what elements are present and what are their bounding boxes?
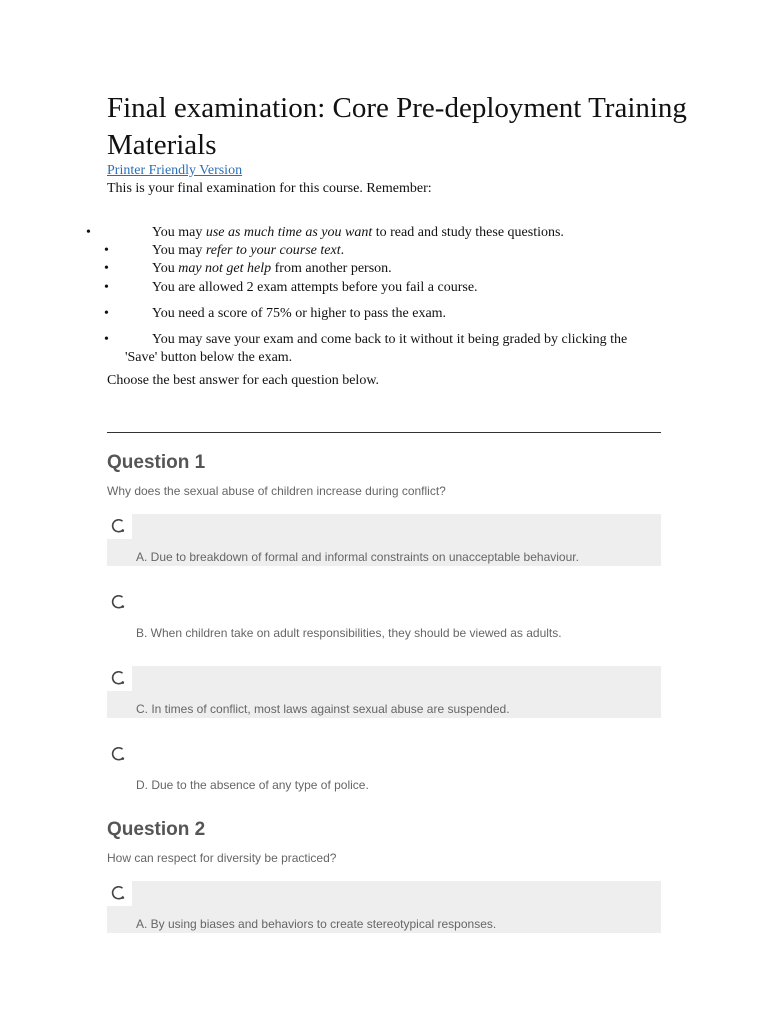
bullet-icon: • xyxy=(104,243,109,258)
radio-icon xyxy=(110,746,126,762)
rule-text: 'Save' button below the exam. xyxy=(125,350,293,365)
rule-text: You may xyxy=(152,243,206,258)
rule-item-time xyxy=(0,224,768,242)
answer-text: B. When children take on adult responsibilities, they should be viewed as adults. xyxy=(136,626,562,640)
rule-text: You may xyxy=(152,225,206,240)
rule-text: . xyxy=(340,243,345,258)
radio-icon xyxy=(110,885,126,901)
bullet-icon: • xyxy=(104,332,109,347)
rule-item-no-help xyxy=(0,260,768,278)
instruction-text: Choose the best answer for each question below. xyxy=(107,373,380,388)
bullet-icon: • xyxy=(86,225,91,240)
answer-option[interactable] xyxy=(107,666,661,718)
radio-button[interactable] xyxy=(107,742,132,767)
printer-friendly-link[interactable]: Printer Friendly Version xyxy=(107,163,243,178)
rule-item-score xyxy=(0,305,768,323)
rule-text: You xyxy=(152,261,179,276)
radio-button[interactable] xyxy=(107,514,132,539)
bullet-icon: • xyxy=(104,261,109,276)
answer-text: C. In times of conflict, most laws against sexual abuse are suspended. xyxy=(136,702,510,716)
answer-option[interactable] xyxy=(107,590,661,642)
radio-icon xyxy=(110,670,126,686)
page-title: Final examination: Core Pre-deployment Training Materials xyxy=(107,92,687,161)
radio-button[interactable] xyxy=(107,666,132,691)
answer-text: A. By using biases and behaviors to create stereotypical responses. xyxy=(136,917,497,931)
radio-icon xyxy=(110,518,126,534)
answer-text: A. Due to breakdown of formal and informal constraints on unacceptable behaviour. xyxy=(136,550,579,564)
rule-emphasis: may not get help xyxy=(178,261,272,276)
radio-icon xyxy=(110,594,126,610)
rule-text: from another person. xyxy=(271,261,392,276)
question-text: How can respect for diversity be practiced? xyxy=(107,851,337,865)
bullet-icon: • xyxy=(104,306,109,321)
radio-button[interactable] xyxy=(107,590,132,615)
rule-item-save xyxy=(0,331,768,367)
rule-text: You may save your exam and come back to it without it being graded by clicking the xyxy=(152,332,628,347)
rule-item-course-text xyxy=(0,242,768,260)
radio-button[interactable] xyxy=(107,881,132,906)
question-text: Why does the sexual abuse of children increase during conflict? xyxy=(107,484,446,498)
rule-text: You are allowed 2 exam attempts before you fail a course. xyxy=(152,280,478,295)
question-title: Question 2 xyxy=(107,819,206,840)
rule-text: You need a score of 75% or higher to pass the exam. xyxy=(152,306,447,321)
divider xyxy=(107,432,661,433)
answer-text: D. Due to the absence of any type of police. xyxy=(136,778,369,792)
rule-emphasis: refer to your course text xyxy=(205,243,341,258)
rule-text: to read and study these questions. xyxy=(372,225,564,240)
answer-option[interactable] xyxy=(107,514,661,566)
question-title: Question 1 xyxy=(107,452,206,473)
answer-option[interactable] xyxy=(107,881,661,933)
intro-text: This is your final examination for this course. Remember: xyxy=(107,181,432,196)
bullet-icon: • xyxy=(104,280,109,295)
rule-item-attempts xyxy=(0,279,768,297)
rule-emphasis: use as much time as you want xyxy=(205,225,373,240)
answer-option[interactable] xyxy=(107,742,661,794)
